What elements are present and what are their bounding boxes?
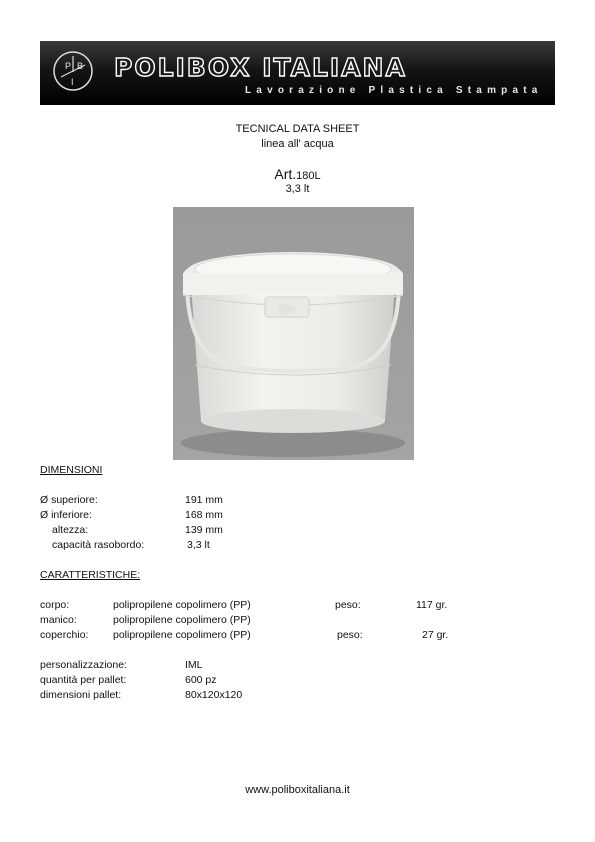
brand-tagline: Lavorazione Plastica Stampata: [245, 85, 543, 96]
dim-label: Ø inferiore:: [40, 509, 92, 521]
article-code: 180L: [296, 170, 321, 182]
part-label: manico:: [40, 614, 77, 626]
dim-value: 139 mm: [185, 524, 223, 536]
article-number: [0, 166, 595, 184]
info-label: personalizzazione:: [40, 659, 127, 671]
product-photo: [173, 207, 414, 460]
part-label: corpo:: [40, 599, 70, 611]
info-label: dimensioni pallet:: [40, 689, 122, 701]
document-subtitle: linea all' acqua: [261, 138, 334, 150]
dim-label: altezza:: [52, 524, 89, 536]
characteristics-heading: CARATTERISTICHE:: [40, 569, 141, 581]
svg-text:P: P: [65, 61, 72, 71]
weight-label: peso:: [337, 629, 363, 641]
dim-value: 191 mm: [185, 494, 223, 506]
company-logo-icon: [52, 50, 94, 92]
weight-value: 27 gr.: [422, 629, 449, 641]
weight-value: 117 gr.: [416, 599, 448, 611]
brand-name: POLIBOX ITALIANA: [114, 53, 407, 82]
dim-value: 3,3 lt: [187, 539, 210, 551]
weight-label: peso:: [335, 599, 361, 611]
article-prefix: Art.: [274, 166, 297, 182]
svg-text:I: I: [71, 77, 74, 87]
part-label: coperchio:: [40, 629, 89, 641]
info-value: IML: [185, 659, 203, 671]
article-capacity: 3,3 lt: [285, 183, 310, 195]
document-title: TECNICAL DATA SHEET: [235, 123, 360, 135]
dimensions-heading: DIMENSIONI: [40, 464, 103, 476]
info-value: 600 pz: [185, 674, 217, 686]
info-value: 80x120x120: [185, 689, 243, 701]
part-material: polipropilene copolimero (PP): [113, 599, 251, 611]
part-material: polipropilene copolimero (PP): [113, 614, 251, 626]
dim-value: 168 mm: [185, 509, 223, 521]
dim-label: Ø superiore:: [40, 494, 98, 506]
dim-label: capacità rasobordo:: [52, 539, 145, 551]
svg-text:B: B: [77, 61, 84, 71]
header-banner: [40, 41, 555, 105]
website-link[interactable]: www.poliboxitaliana.it: [245, 784, 350, 796]
part-material: polipropilene copolimero (PP): [113, 629, 251, 641]
info-label: quantità per pallet:: [40, 674, 127, 686]
